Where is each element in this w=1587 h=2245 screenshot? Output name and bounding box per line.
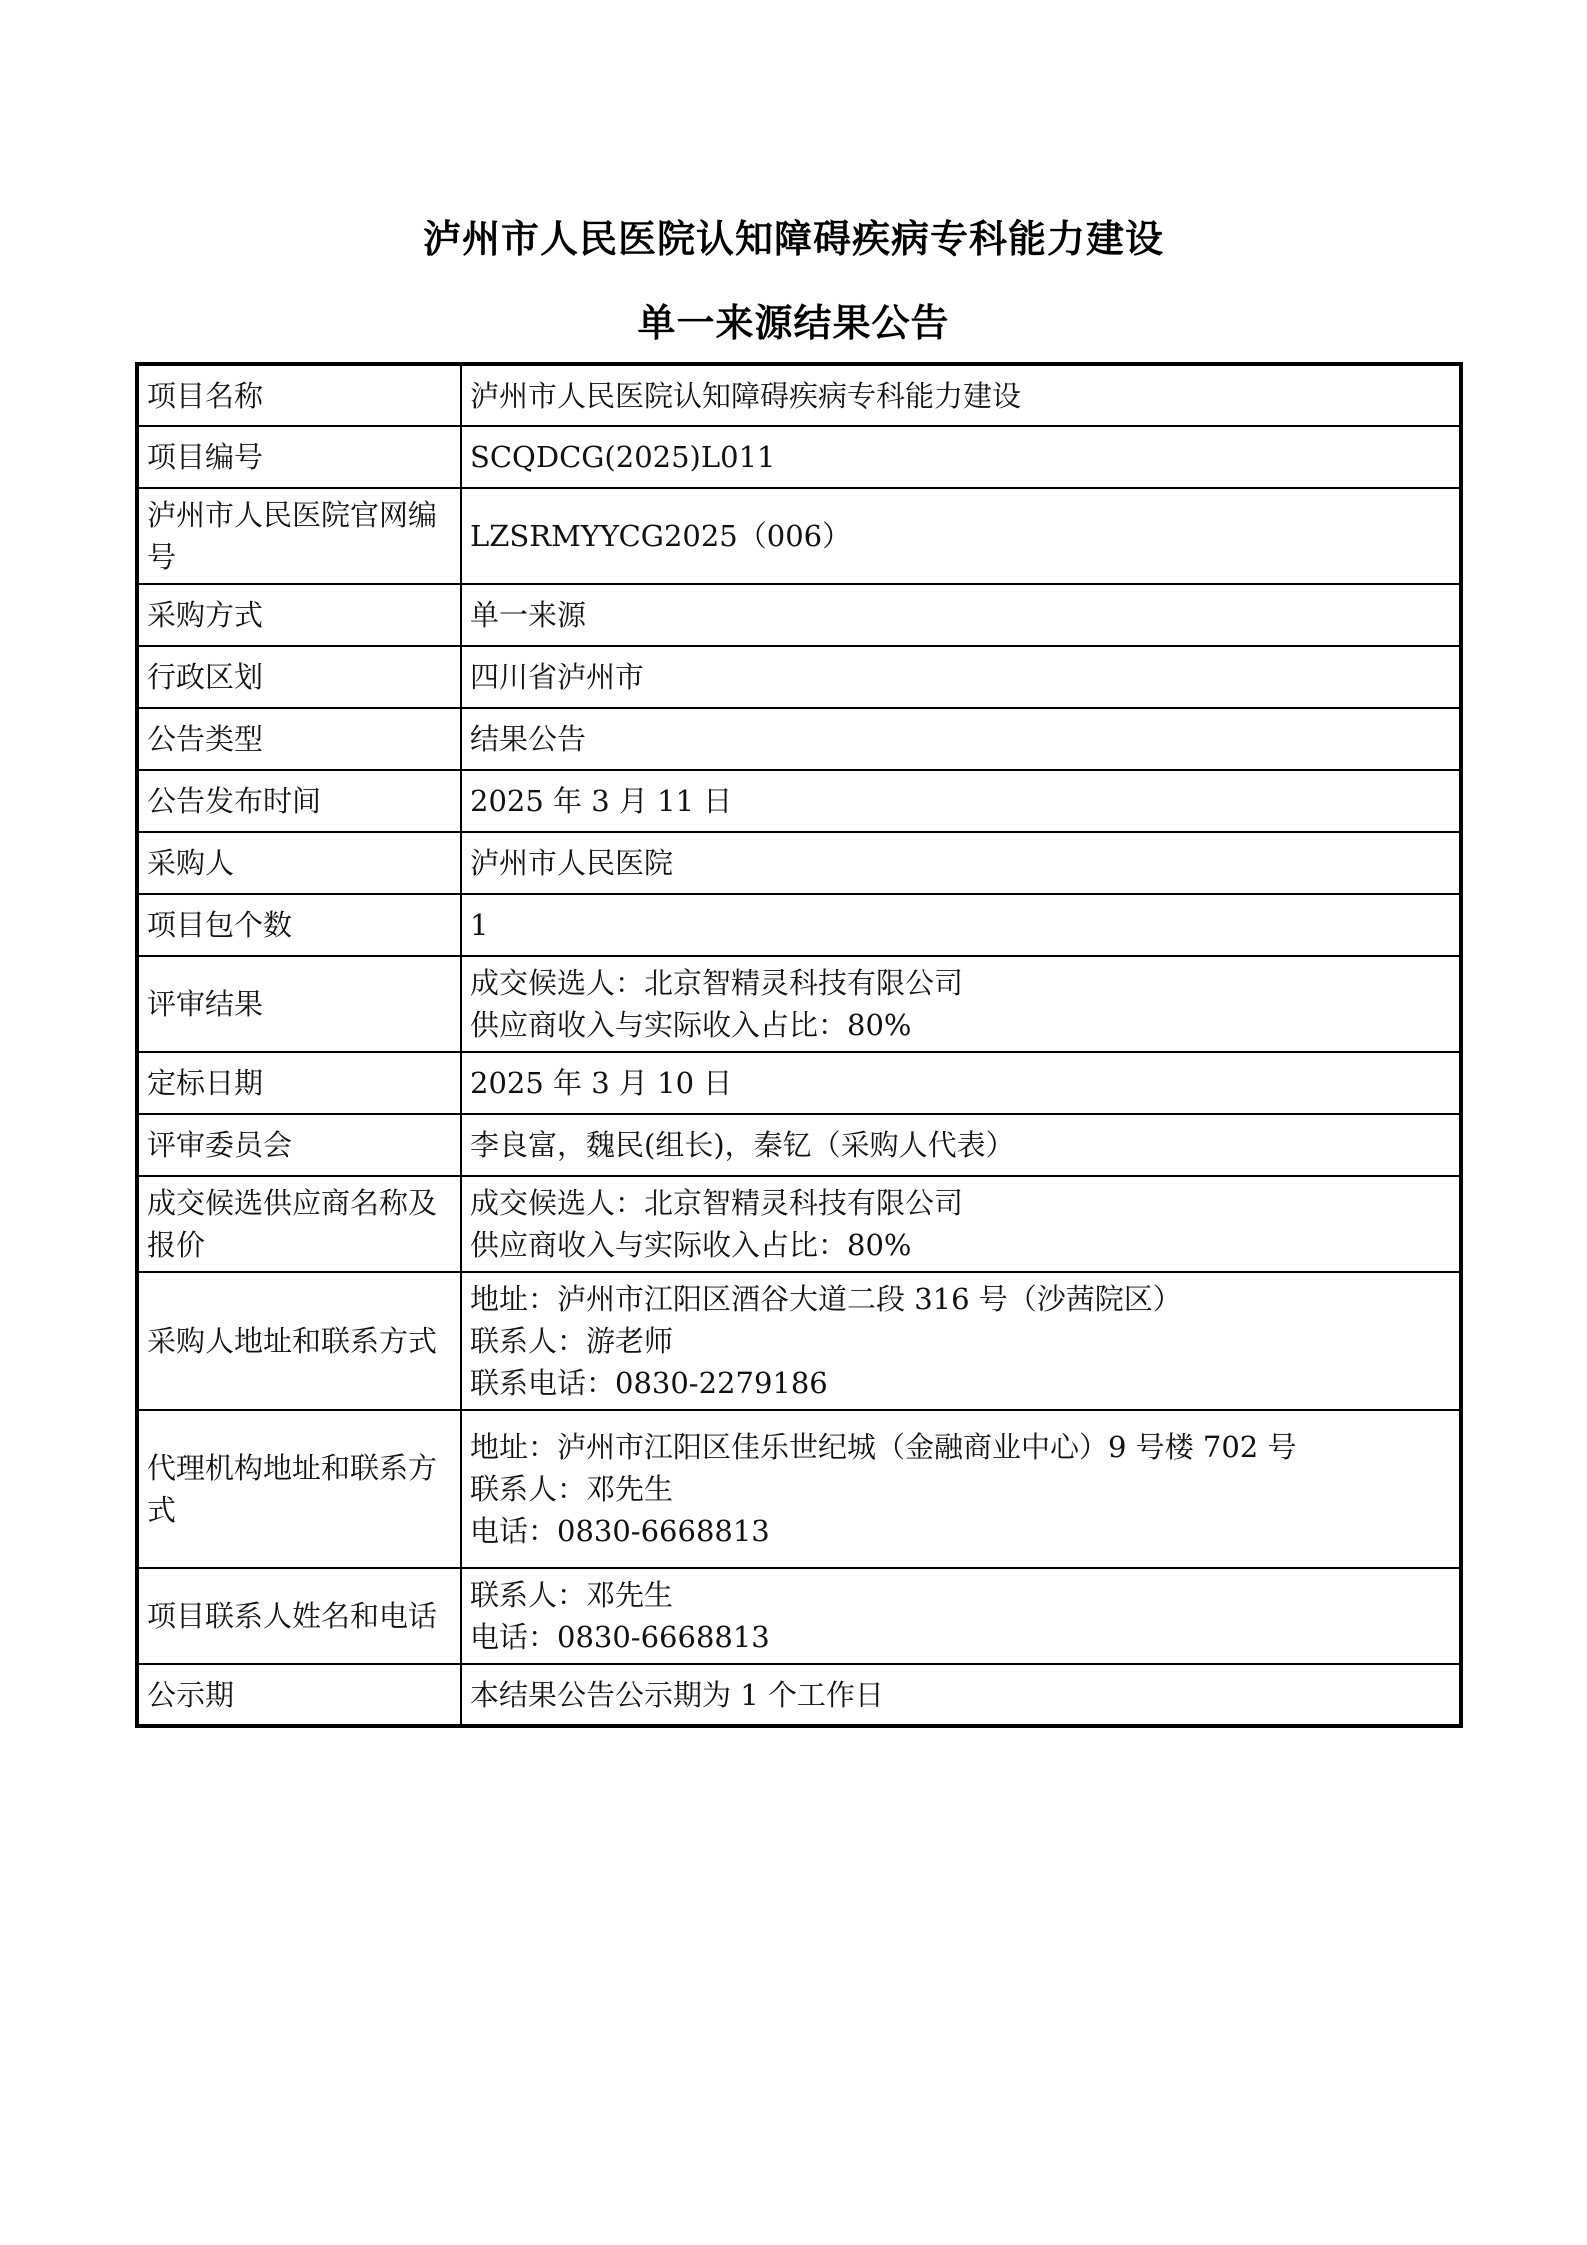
row-value: [461, 584, 1461, 646]
table-row: [137, 956, 1461, 1052]
row-label: 采购方式: [137, 584, 461, 646]
row-value: [461, 1272, 1461, 1410]
document-subtitle: 单一来源结果公告: [637, 301, 950, 345]
value-line: LZSRMYYCG2025（006）: [470, 519, 852, 553]
row-label: 定标日期: [137, 1052, 461, 1114]
table-row: [137, 708, 1461, 770]
value-line: 四川省泸州市: [470, 660, 645, 694]
row-value: [461, 894, 1461, 956]
value-line: 地址：泸州市江阳区酒谷大道二段 316 号（沙茜院区）: [470, 1282, 1182, 1316]
row-value: [461, 832, 1461, 894]
value-line: 供应商收入与实际收入占比：80%: [470, 1008, 912, 1042]
value-line: 本结果公告公示期为 1 个工作日: [470, 1677, 884, 1712]
row-label: 泸州市人民医院官网编号: [137, 488, 461, 584]
table-row: [137, 1568, 1461, 1664]
value-line: 成交候选人：北京智精灵科技有限公司: [470, 1186, 964, 1220]
value-line: 2025 年 3 月 10 日: [470, 1066, 733, 1100]
table-row: [137, 646, 1461, 708]
value-line: 联系人：邓先生: [470, 1578, 674, 1612]
table-row: [137, 1410, 1461, 1568]
value-line: 李良富，魏民(组长)，秦钇（采购人代表）: [470, 1128, 1015, 1162]
value-line: 联系人：游老师: [470, 1324, 674, 1358]
table-row: [137, 488, 1461, 584]
row-label: 采购人: [137, 832, 461, 894]
row-label: 项目编号: [137, 426, 461, 488]
document-title: 泸州市人民医院认知障碍疾病专科能力建设: [422, 217, 1164, 261]
row-label: 项目名称: [137, 364, 461, 426]
notice-table: [135, 362, 1463, 1728]
row-value: [461, 956, 1461, 1052]
row-label: 公示期: [137, 1664, 461, 1726]
table-row: [137, 894, 1461, 956]
row-value: [461, 1664, 1461, 1726]
row-label: 行政区划: [137, 646, 461, 708]
row-label: 公告发布时间: [137, 770, 461, 832]
table-row: [137, 1052, 1461, 1114]
row-value: [461, 1176, 1461, 1272]
row-label: 成交候选供应商名称及报价: [137, 1176, 461, 1272]
row-label: 项目包个数: [137, 894, 461, 956]
value-line: 1: [470, 908, 489, 942]
table-row: [137, 1114, 1461, 1176]
value-line: 成交候选人：北京智精灵科技有限公司: [470, 966, 964, 1000]
value-line: SCQDCG(2025)L011: [470, 440, 776, 474]
value-line: 单一来源: [470, 598, 587, 632]
row-value: [461, 1410, 1461, 1568]
table-row: [137, 584, 1461, 646]
row-label: 代理机构地址和联系方式: [137, 1410, 461, 1568]
row-value: [461, 1052, 1461, 1114]
value-line: 地址：泸州市江阳区佳乐世纪城（金融商业中心）9 号楼 702 号: [470, 1430, 1297, 1464]
row-value: [461, 770, 1461, 832]
table-row: [137, 364, 1461, 426]
row-value: [461, 646, 1461, 708]
table-row: [137, 426, 1461, 488]
table-row: [137, 1664, 1461, 1726]
row-value: [461, 1568, 1461, 1664]
row-label: 评审结果: [137, 956, 461, 1052]
value-line: 联系电话：0830-2279186: [470, 1366, 828, 1400]
row-value: [461, 1114, 1461, 1176]
value-line: 电话：0830-6668813: [470, 1514, 770, 1548]
table-row: [137, 832, 1461, 894]
row-value: [461, 488, 1461, 584]
row-label: 采购人地址和联系方式: [137, 1272, 461, 1410]
row-value: [461, 426, 1461, 488]
row-label: 公告类型: [137, 708, 461, 770]
table-row: [137, 1272, 1461, 1410]
value-line: 2025 年 3 月 11 日: [470, 784, 733, 818]
row-value: [461, 364, 1461, 426]
value-line: 泸州市人民医院: [470, 846, 674, 880]
value-line: 电话：0830-6668813: [470, 1620, 770, 1654]
value-line: 结果公告: [470, 722, 587, 756]
value-line: 联系人：邓先生: [470, 1472, 674, 1506]
row-label: 项目联系人姓名和电话: [137, 1568, 461, 1664]
value-line: 泸州市人民医院认知障碍疾病专科能力建设: [470, 378, 1022, 413]
row-label: 评审委员会: [137, 1114, 461, 1176]
table-row: [137, 770, 1461, 832]
row-value: [461, 708, 1461, 770]
value-line: 供应商收入与实际收入占比：80%: [470, 1228, 912, 1262]
table-row: [137, 1176, 1461, 1272]
